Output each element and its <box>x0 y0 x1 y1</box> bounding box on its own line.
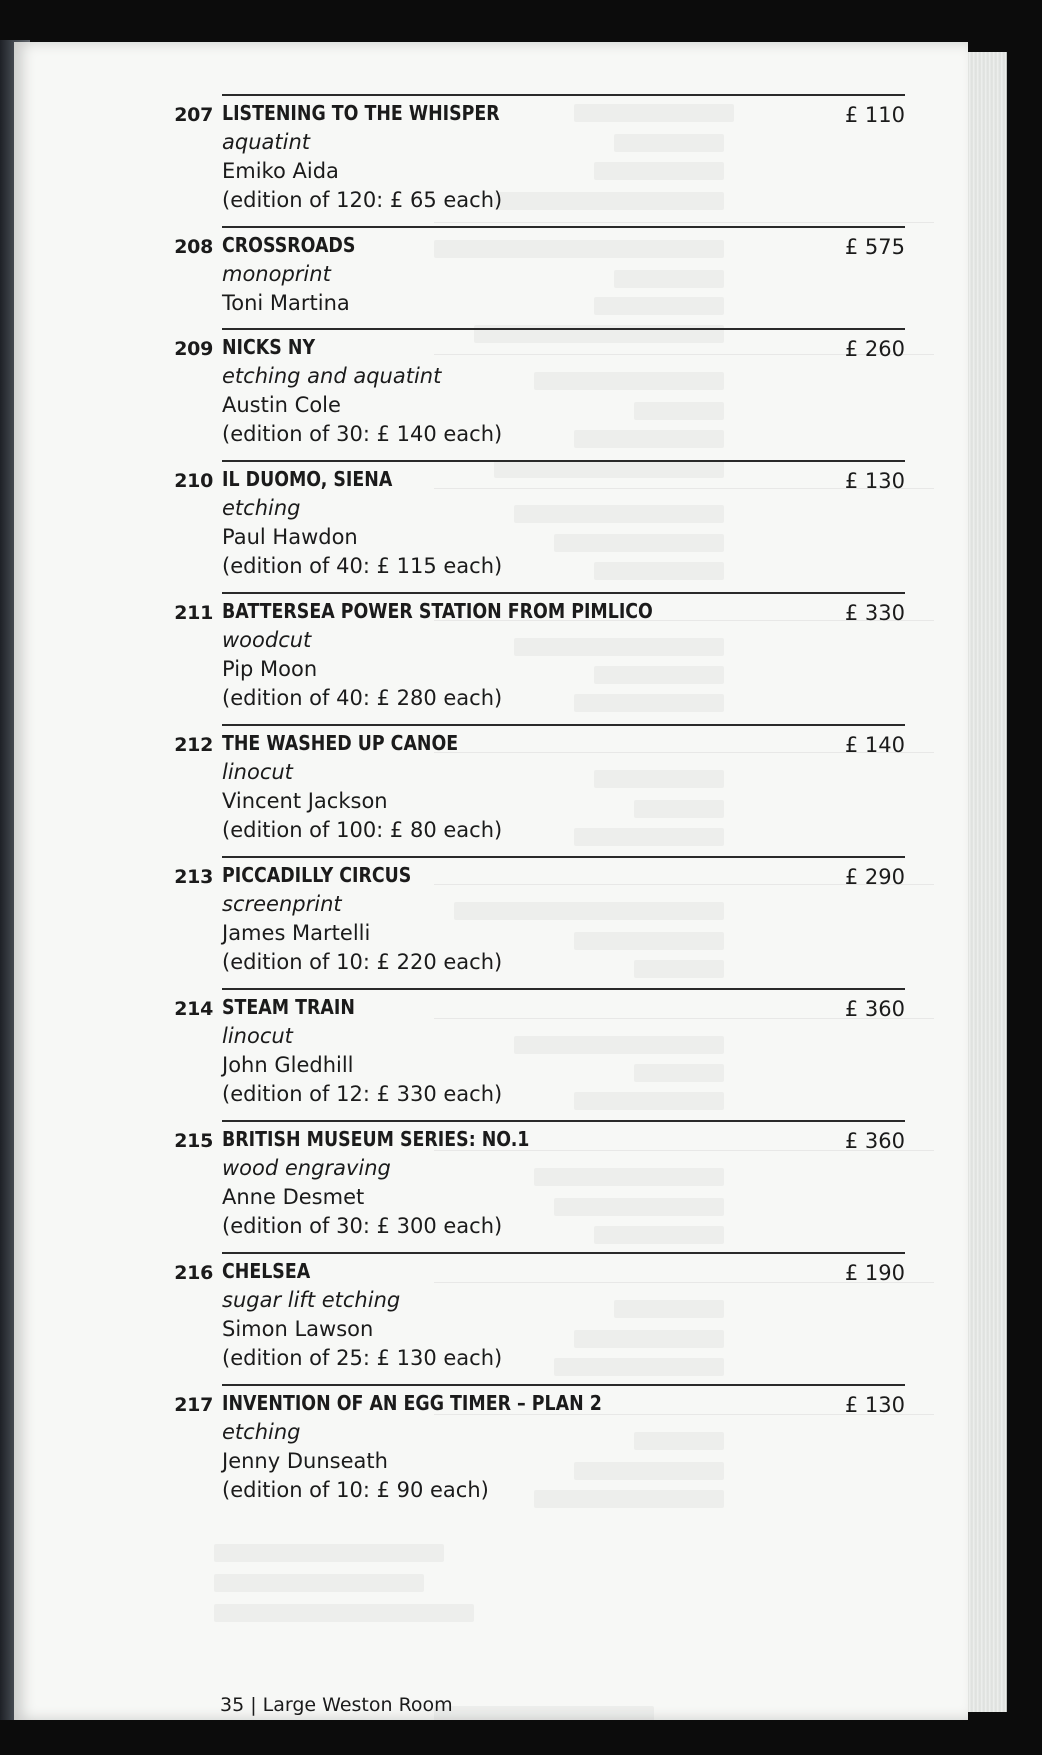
catalogue-entry <box>167 1120 905 1252</box>
artwork-title: LISTENING TO THE WHISPER <box>222 101 500 125</box>
artwork-price: £ 360 <box>844 1129 905 1153</box>
artwork-medium: etching <box>222 1420 301 1444</box>
entry-divider <box>222 94 905 96</box>
artwork-title: THE WASHED UP CANOE <box>222 731 459 755</box>
entry-number: 212 <box>174 734 213 756</box>
artwork-title: BATTERSEA POWER STATION FROM PIMLICO <box>222 599 653 623</box>
edition-info: (edition of 120: £ 65 each) <box>222 188 503 212</box>
artwork-medium: screenprint <box>222 892 342 916</box>
entry-number: 209 <box>174 338 213 360</box>
entry-divider <box>222 1252 905 1254</box>
artwork-title: NICKS NY <box>222 335 316 359</box>
catalogue-entry <box>167 94 905 226</box>
artwork-price: £ 190 <box>844 1261 905 1285</box>
edition-info: (edition of 10: £ 90 each) <box>222 1478 489 1502</box>
artwork-price: £ 330 <box>844 601 905 625</box>
artwork-title: STEAM TRAIN <box>222 995 355 1019</box>
artwork-medium: monoprint <box>222 262 331 286</box>
entry-divider <box>222 1120 905 1122</box>
artwork-medium: wood engraving <box>222 1156 391 1180</box>
artwork-price: £ 360 <box>844 997 905 1021</box>
entry-number: 208 <box>174 236 213 258</box>
edition-info: (edition of 10: £ 220 each) <box>222 950 503 974</box>
catalogue-entry <box>167 1384 905 1516</box>
artist-name: Vincent Jackson <box>222 789 388 813</box>
entry-divider <box>222 592 905 594</box>
catalogue-entry <box>167 988 905 1120</box>
edition-info: (edition of 12: £ 330 each) <box>222 1082 503 1106</box>
artwork-price: £ 260 <box>844 337 905 361</box>
page-footer: 35 | Large Weston Room <box>220 1694 453 1716</box>
artwork-title: PICCADILLY CIRCUS <box>222 863 412 887</box>
artist-name: Pip Moon <box>222 657 318 681</box>
catalogue-entry <box>167 328 905 460</box>
artwork-medium: linocut <box>222 760 293 784</box>
entry-number: 215 <box>174 1130 213 1152</box>
catalogue-entry <box>167 724 905 856</box>
artist-name: Toni Martina <box>222 291 350 315</box>
artwork-medium: sugar lift etching <box>222 1288 401 1312</box>
entry-number: 214 <box>174 998 213 1020</box>
artist-name: Emiko Aida <box>222 159 339 183</box>
artist-name: Anne Desmet <box>222 1185 365 1209</box>
artwork-medium: etching and aquatint <box>222 364 442 388</box>
entry-number: 213 <box>174 866 213 888</box>
entry-divider <box>222 856 905 858</box>
edition-info: (edition of 30: £ 300 each) <box>222 1214 503 1238</box>
artwork-title: INVENTION OF AN EGG TIMER – PLAN 2 <box>222 1391 602 1415</box>
edition-info: (edition of 100: £ 80 each) <box>222 818 503 842</box>
artist-name: John Gledhill <box>222 1053 354 1077</box>
catalogue-entry <box>167 1252 905 1384</box>
edition-info: (edition of 40: £ 115 each) <box>222 554 503 578</box>
entry-number: 211 <box>174 602 213 624</box>
entry-divider <box>222 460 905 462</box>
entry-divider <box>222 226 905 228</box>
catalogue-page <box>14 42 968 1720</box>
catalogue-entry <box>167 856 905 988</box>
entry-number: 210 <box>174 470 213 492</box>
catalogue-entry <box>167 592 905 724</box>
edition-info: (edition of 30: £ 140 each) <box>222 422 503 446</box>
artwork-price: £ 130 <box>844 469 905 493</box>
entry-divider <box>222 328 905 330</box>
artist-name: Simon Lawson <box>222 1317 374 1341</box>
artwork-title: CHELSEA <box>222 1259 311 1283</box>
entry-divider <box>222 988 905 990</box>
artwork-price: £ 130 <box>844 1393 905 1417</box>
artist-name: Jenny Dunseath <box>222 1449 388 1473</box>
artwork-title: BRITISH MUSEUM SERIES: NO.1 <box>222 1127 530 1151</box>
artwork-title: IL DUOMO, SIENA <box>222 467 393 491</box>
artwork-price: £ 575 <box>844 235 905 259</box>
artwork-medium: linocut <box>222 1024 293 1048</box>
artist-name: Paul Hawdon <box>222 525 358 549</box>
entry-number: 207 <box>174 104 213 126</box>
artwork-medium: woodcut <box>222 628 312 652</box>
entry-number: 217 <box>174 1394 213 1416</box>
artwork-title: CROSSROADS <box>222 233 356 257</box>
artwork-price: £ 110 <box>844 103 905 127</box>
entry-number: 216 <box>174 1262 213 1284</box>
artwork-medium: aquatint <box>222 130 310 154</box>
edition-info: (edition of 40: £ 280 each) <box>222 686 503 710</box>
artwork-price: £ 140 <box>844 733 905 757</box>
page-stack-edge <box>962 52 1007 1712</box>
catalogue-entry <box>167 460 905 592</box>
entry-divider <box>222 1384 905 1386</box>
artwork-medium: etching <box>222 496 301 520</box>
edition-info: (edition of 25: £ 130 each) <box>222 1346 503 1370</box>
artist-name: James Martelli <box>222 921 371 945</box>
entry-divider <box>222 724 905 726</box>
artwork-price: £ 290 <box>844 865 905 889</box>
artist-name: Austin Cole <box>222 393 341 417</box>
